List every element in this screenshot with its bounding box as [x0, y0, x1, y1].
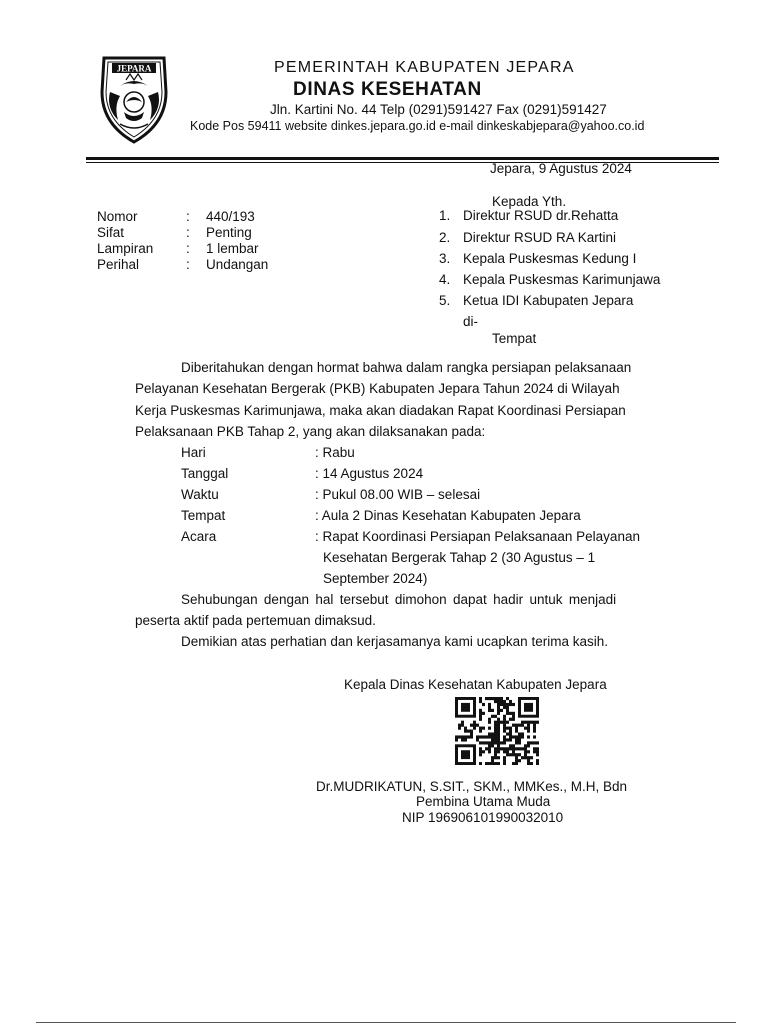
detail-label-tempat: Tempat [181, 508, 226, 523]
meta-colon: : [186, 209, 190, 224]
detail-label-hari: Hari [181, 445, 206, 460]
government-heading: PEMERINTAH KABUPATEN JEPARA [274, 59, 575, 76]
recipient-number: 5. [439, 293, 451, 308]
detail-value-waktu: : Pukul 08.00 WIB – selesai [315, 487, 481, 502]
recipient-number: 3. [439, 251, 451, 266]
recipient-name: Direktur RSUD dr.Rehatta [463, 208, 619, 223]
page-bottom-edge [36, 1022, 736, 1023]
svg-text:JEPARA: JEPARA [116, 63, 152, 74]
meta-value-nomor: 440/193 [206, 209, 255, 224]
signatory-title: Kepala Dinas Kesehatan Kabupaten Jepara [344, 677, 607, 692]
detail-value-tempat: : Aula 2 Dinas Kesehatan Kabupaten Jepara [315, 508, 581, 523]
meta-value-sifat: Penting [206, 225, 252, 240]
letter-date: Jepara, 9 Agustus 2024 [490, 161, 632, 176]
meta-label-perihal: Perihal [97, 257, 140, 272]
detail-label-acara: Acara [181, 529, 217, 544]
intro-line: Pelayanan Kesehatan Bergerak (PKB) Kabupaten Jepara Tahun 2024 di Wilayah [135, 381, 620, 396]
meta-colon: : [186, 257, 190, 272]
meta-label-nomor: Nomor [97, 209, 138, 224]
recipient-name: Kepala Puskesmas Kedung I [463, 251, 637, 266]
detail-value-acara-continued: Kesehatan Bergerak Tahap 2 (30 Agustus – 1 [323, 550, 596, 565]
detail-value-acara-continued: September 2024) [323, 571, 428, 586]
recipient-di: di- [463, 314, 479, 329]
intro-line: Pelaksanaan PKB Tahap 2, yang akan dilaksanakan pada: [135, 424, 486, 439]
detail-label-waktu: Waktu [181, 487, 219, 502]
meta-label-lampiran: Lampiran [97, 241, 154, 256]
recipient-name: Ketua IDI Kabupaten Jepara [463, 293, 634, 308]
signatory-name: Dr.MUDRIKATUN, S.SIT., SKM., MMKes., M.H, Bdn [316, 779, 628, 794]
recipient-number: 4. [439, 272, 451, 287]
detail-label-tanggal: Tanggal [181, 466, 229, 481]
detail-value-acara: : Rapat Koordinasi Persiapan Pelaksanaan Pelayanan [315, 529, 640, 544]
detail-value-hari: : Rabu [315, 445, 355, 460]
meta-colon: : [186, 225, 190, 240]
signatory-nip: NIP 196906101990032010 [402, 810, 564, 825]
detail-value-tanggal: : 14 Agustus 2024 [315, 466, 424, 481]
meta-label-sifat: Sifat [97, 225, 125, 240]
intro-first-line: Diberitahukan dengan hormat bahwa dalam rangka persiapan pelaksanaan [181, 360, 632, 375]
recipient-name: Kepala Puskesmas Karimunjawa [463, 272, 661, 287]
thank-you-line: Demikian atas perhatian dan kerjasamanya kami ucapkan terima kasih. [181, 634, 608, 649]
regency-coat-of-arms-logo [96, 52, 172, 146]
letterhead-divider-thick [86, 157, 719, 160]
meta-colon: : [186, 241, 190, 256]
recipient-place: Tempat [492, 331, 537, 346]
recipients-heading: Kepada Yth. [492, 194, 567, 209]
agency-heading: DINAS KESEHATAN [293, 79, 482, 100]
closing-paragraph-line: peserta aktif pada pertemuan dimaksud. [135, 613, 376, 628]
signatory-rank: Pembina Utama Muda [416, 794, 551, 809]
agency-address: Jln. Kartini No. 44 Telp (0291)591427 Fax (0291)591427 [270, 102, 607, 117]
signature-qr-code [455, 697, 539, 765]
agency-contact: Kode Pos 59411 website dinkes.jepara.go.id e-mail dinkeskabjepara@yahoo.co.id [190, 119, 645, 133]
meta-value-perihal: Undangan [206, 257, 269, 272]
recipient-number: 1. [439, 208, 451, 223]
recipient-name: Direktur RSUD RA Kartini [463, 230, 617, 245]
meta-value-lampiran: 1 lembar [206, 241, 259, 256]
closing-paragraph-line: Sehubungan dengan hal tersebut dimohon dapat hadir untuk menjadi [181, 592, 617, 607]
intro-line: Kerja Puskesmas Karimunjawa, maka akan diadakan Rapat Koordinasi Persiapan [135, 403, 626, 418]
recipient-number: 2. [439, 230, 451, 245]
